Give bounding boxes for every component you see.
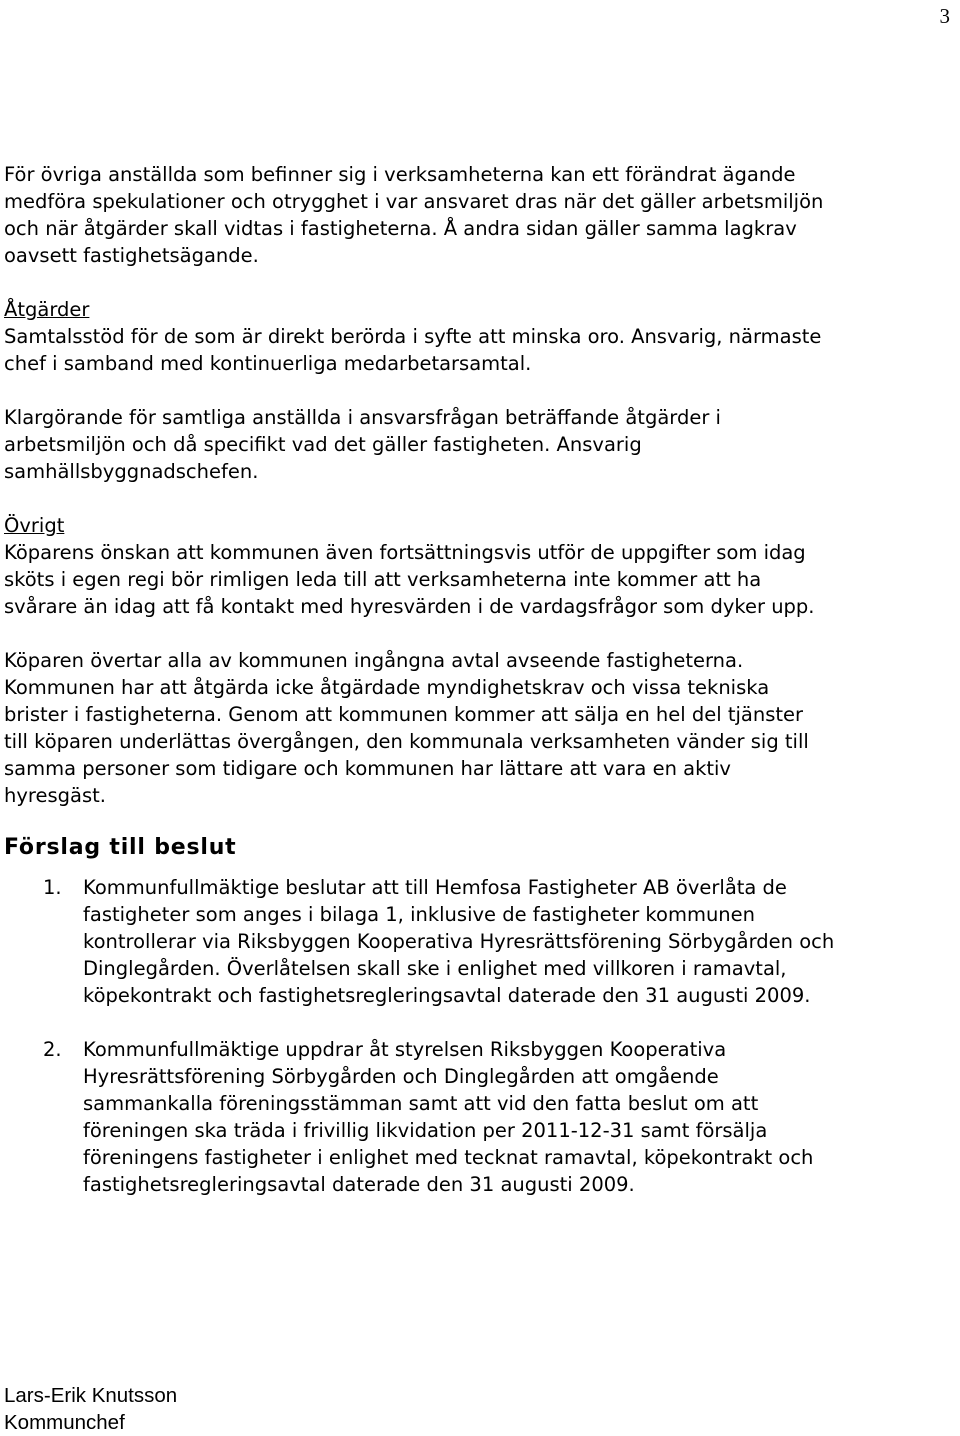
spacer [4, 863, 960, 874]
decision-item-1 [4, 874, 960, 1009]
forslag-title: Förslag till beslut [4, 835, 237, 860]
spacer [4, 1009, 960, 1036]
decision-number: 1. [43, 876, 62, 899]
atgarder-paragraph-1: Samtalsstöd för de som är direkt berörda i syfte att minska oro. Ansvarig, närmaste chef i samband med kontinuerliga medarbetarsamtal. [4, 325, 822, 375]
spacer [4, 269, 960, 296]
signature-title: Kommunchef [4, 1411, 125, 1434]
decision-item-2 [4, 1036, 960, 1198]
spacer [4, 620, 960, 647]
decision-list [4, 874, 960, 1198]
decision-text: Kommunfullmäktige uppdrar åt styrelsen Riksbyggen Kooperativa Hyresrättsförening Sörbygården och Dinglegården att omgående sammankalla föreningsstämman samt att vid den fatta beslut om att föreningen ska träda i frivillig likvidation per 2011-12-31 samt försälja föreningens fastigheter i enlighet med tecknat ramavtal, köpekontrakt och fastighetsregleringsavtal daterade den 31 augusti 2009. [83, 1038, 814, 1196]
decision-number: 2. [43, 1038, 62, 1061]
spacer [4, 485, 960, 512]
spacer [4, 809, 960, 833]
document-body [4, 161, 960, 1198]
page-number: 3 [939, 4, 950, 28]
intro-paragraph: För övriga anställda som befinner sig i verksamheterna kan ett förändrat ägande medföra spekulationer och otrygghet i var ansvaret dras när det gäller arbetsmiljön och när åtgärder skall vidtas i fastigheterna. Å andra sidan gäller samma lagkrav oavsett fastighetsägande. [4, 163, 824, 267]
spacer [4, 377, 960, 404]
signature-name: Lars-Erik Knutsson [4, 1384, 178, 1407]
atgarder-heading: Åtgärder [4, 298, 90, 321]
signature-block [4, 1382, 177, 1436]
atgarder-paragraph-2: Klargörande för samtliga anställda i ansvarsfrågan beträffande åtgärder i arbetsmiljön och då specifikt vad det gäller fastigheten. Ansvarig samhällsbyggnadschefen. [4, 406, 721, 483]
ovrigt-paragraph-1: Köparens önskan att kommunen även fortsättningsvis utför de uppgifter som idag sköts i egen regi bör rimligen leda till att verksamheterna inte kommer att ha svårare än idag att få kontakt med hyresvärden i de vardagsfrågor som dyker upp. [4, 541, 815, 618]
decision-text: Kommunfullmäktige beslutar att till Hemfosa Fastigheter AB överlåta de fastigheter som anges i bilaga 1, inklusive de fastigheter kommunen kontrollerar via Riksbyggen Kooperativa Hyresrättsförening Sörbygården och Dinglegården. Överlåtelsen skall ske i enlighet med villkoren i ramavtal, köpekontrakt och fastighetsregleringsavtal daterade den 31 augusti 2009. [83, 876, 835, 1007]
ovrigt-paragraph-2: Köparen övertar alla av kommunen ingångna avtal avseende fastigheterna. Kommunen har att åtgärda icke åtgärdade myndighetskrav och vissa tekniska brister i fastigheterna. Genom att kommunen kommer att sälja en hel del tjänster till köparen underlättas övergången, den kommunala verksamheten vänder sig till samma personer som tidigare och kommunen har lättare att vara en aktiv hyresgäst. [4, 649, 809, 807]
ovrigt-heading: Övrigt [4, 514, 65, 537]
